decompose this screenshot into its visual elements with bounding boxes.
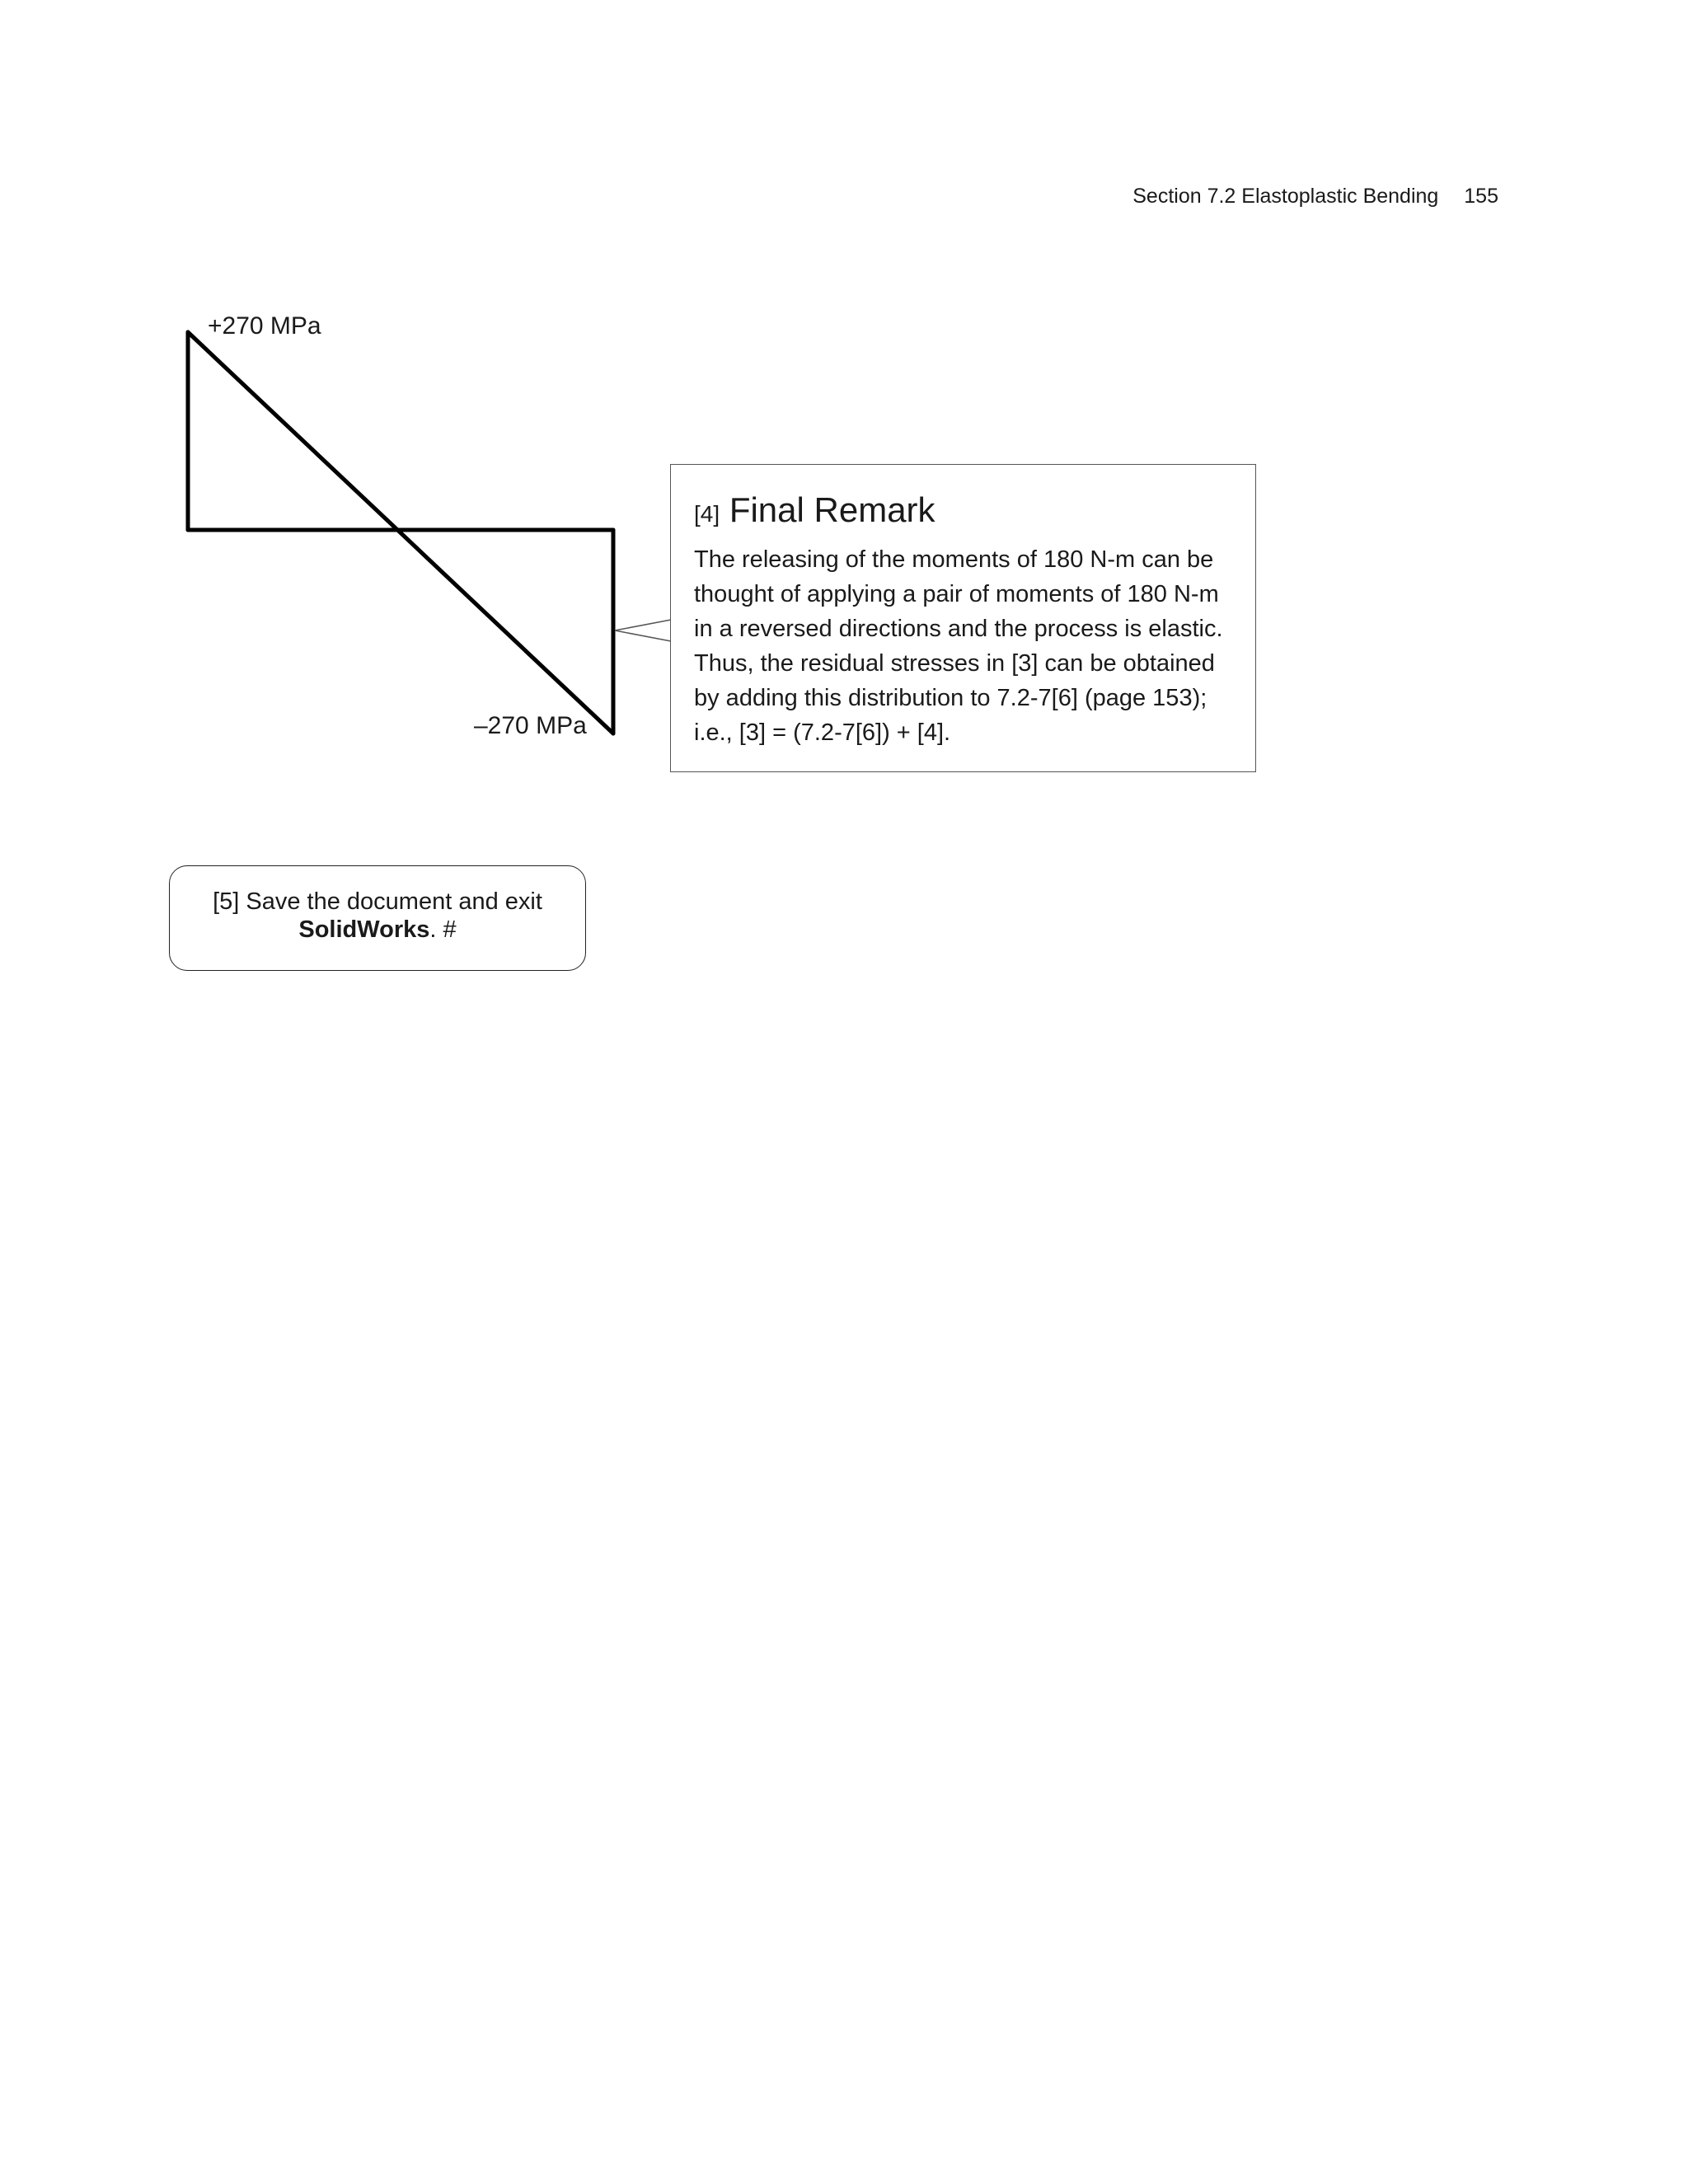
step-suffix: . # [429, 916, 457, 943]
section-title: Section 7.2 Elastoplastic Bending [1132, 185, 1439, 208]
step-text-line1: [5] Save the document and exit [213, 888, 542, 915]
final-remark-callout [670, 464, 1256, 772]
max-stress-label: +270 MPa [208, 312, 321, 340]
remark-body: The releasing of the moments of 180 N-m can be thought of applying a pair of moments of 180 N-m in a reversed directions and the process is elastic. Thus, the residual stresses in [3] can be obtained by adding this distribution to 7.2-7[6] (page 153); i.e., [3] = (7.2-7[6]) + [4]. [694, 546, 1223, 747]
remark-title: Final Remark [729, 490, 935, 529]
step-text-line2 [170, 916, 585, 944]
step-app-name: SolidWorks [298, 916, 430, 943]
min-stress-label: –270 MPa [474, 712, 587, 739]
step-5-callout [169, 865, 586, 971]
remark-heading [694, 490, 1234, 531]
page-number: 155 [1464, 185, 1498, 208]
callout-pointer [615, 620, 671, 641]
remark-number: [4] [694, 501, 720, 527]
stress-line [188, 332, 613, 733]
